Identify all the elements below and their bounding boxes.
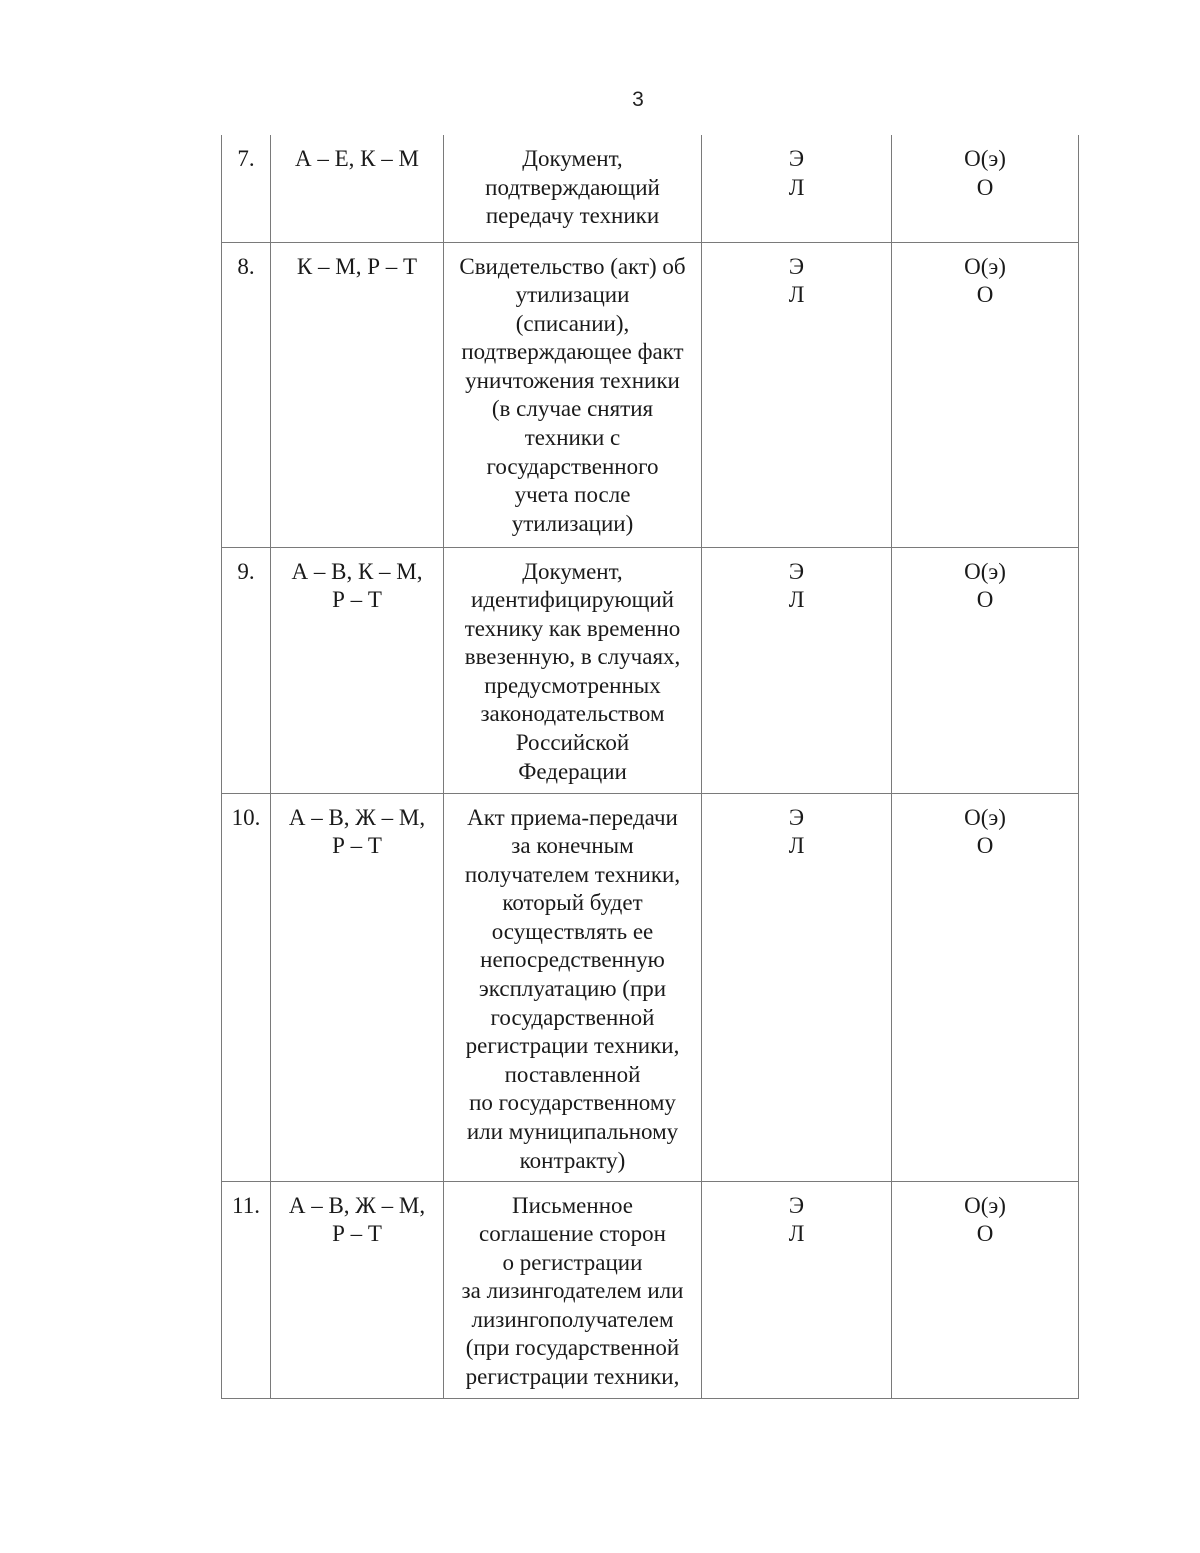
row-number: 8. (222, 242, 271, 547)
vehicle-categories: А – В, Ж – М, Р – Т (271, 793, 444, 1181)
document-form: Э Л (702, 793, 892, 1181)
page-number: 3 (632, 88, 644, 111)
document-form: Э Л (702, 1181, 892, 1398)
documents-table (221, 135, 1079, 1399)
table-row (222, 1181, 1079, 1398)
vehicle-categories: А – Е, К – М (271, 135, 444, 242)
document-description: Документ, идентифицирующий технику как временно ввезенную, в случаях, предусмотренных законодательством Российской Федерации (444, 547, 702, 793)
document-requirement: О(э) О (892, 793, 1079, 1181)
document-description: Письменное соглашение сторон о регистрации за лизингодателем или лизингополучателем (при государственной регистрации техники, (444, 1181, 702, 1398)
document-requirement: О(э) О (892, 135, 1079, 242)
document-form: Э Л (702, 135, 892, 242)
vehicle-categories: К – М, Р – Т (271, 242, 444, 547)
document-description: Акт приема-передачи за конечным получателем техники, который будет осуществлять ее непосредственную эксплуатацию (при государственной регистрации техники, поставленной по государственному или муниципальному контракту) (444, 793, 702, 1181)
document-requirement: О(э) О (892, 1181, 1079, 1398)
document-requirement: О(э) О (892, 547, 1079, 793)
row-number: 10. (222, 793, 271, 1181)
table-row (222, 135, 1079, 242)
document-requirement: О(э) О (892, 242, 1079, 547)
document-form: Э Л (702, 547, 892, 793)
vehicle-categories: А – В, К – М, Р – Т (271, 547, 444, 793)
row-number: 9. (222, 547, 271, 793)
table-row (222, 547, 1079, 793)
document-description: Свидетельство (акт) об утилизации (списании), подтверждающее факт уничтожения техники (в случае снятия техники с государственного учета после утилизации) (444, 242, 702, 547)
document-form: Э Л (702, 242, 892, 547)
row-number: 7. (222, 135, 271, 242)
table-row (222, 793, 1079, 1181)
row-number: 11. (222, 1181, 271, 1398)
table-row (222, 242, 1079, 547)
document-description: Документ, подтверждающий передачу техники (444, 135, 702, 242)
vehicle-categories: А – В, Ж – М, Р – Т (271, 1181, 444, 1398)
